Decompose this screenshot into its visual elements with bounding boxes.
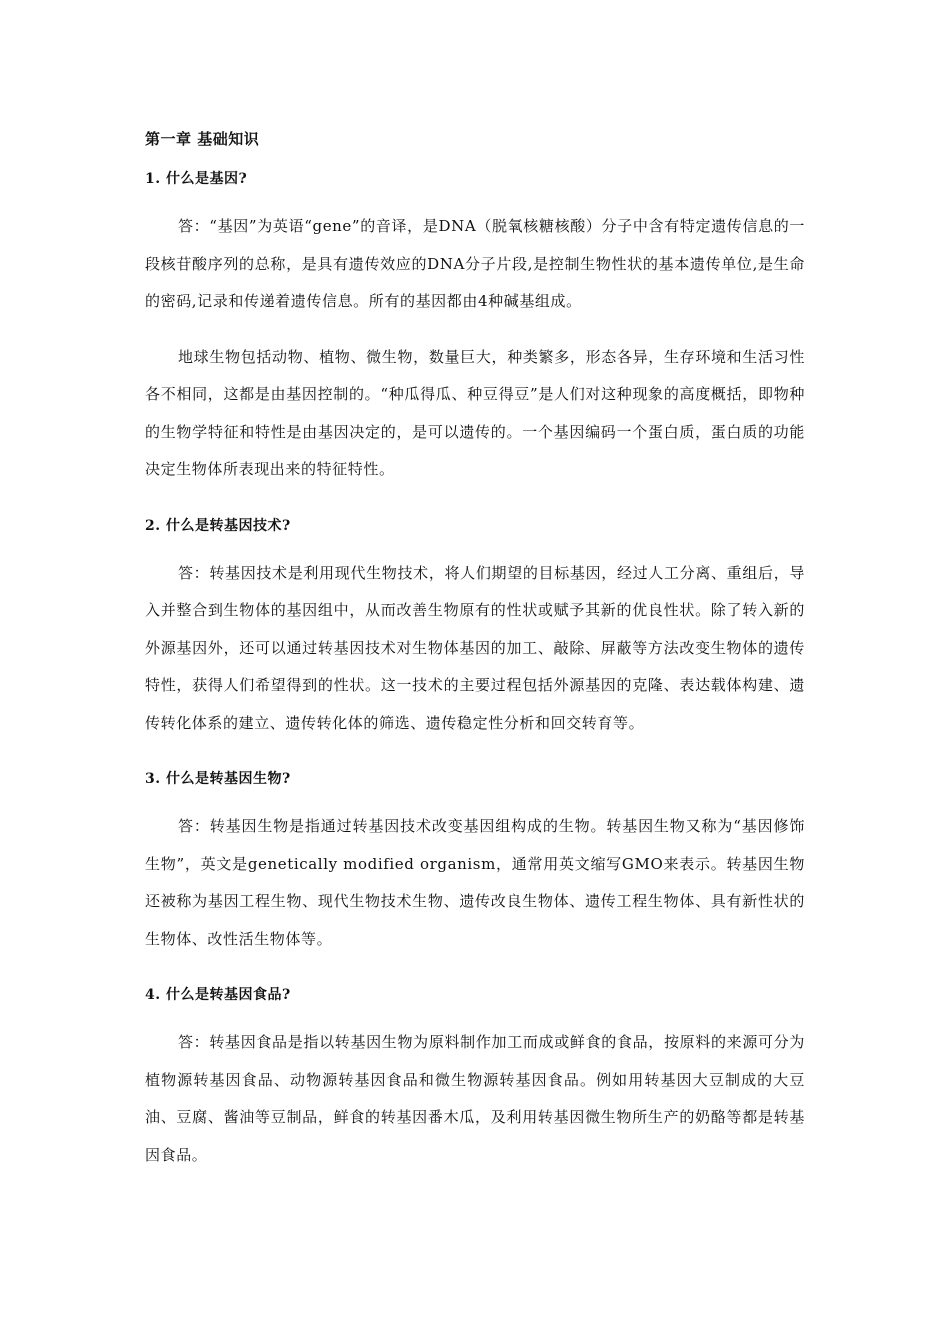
chapter-title: 第一章 基础知识 — [145, 130, 260, 148]
question-heading-3: 3. 什么是转基因生物? — [145, 771, 291, 787]
question-heading-1: 1. 什么是基因? — [145, 171, 248, 187]
answer-paragraph: 答：“基因”为英语“gene”的音译，是DNA（脱氧核糖核酸）分子中含有特定遗传信息的一段核苷酸序列的总称，是具有遗传效应的DNA分子片段,是控制生物性状的基本遗传单位,是生命的密码,记录和传递着遗传信息。所有的基因都由4种碱基组成。 — [145, 217, 805, 310]
document-body — [145, 124, 805, 1192]
question-heading-4: 4. 什么是转基因食品? — [145, 987, 291, 1003]
question-heading-2: 2. 什么是转基因技术? — [145, 517, 291, 534]
body-paragraph: 地球生物包括动物、植物、微生物，数量巨大，种类繁多，形态各异，生存环境和生活习性各不相同，这都是由基因控制的。“种瓜得瓜、种豆得豆”是人们对这种现象的高度概括，即物种的生物学特征和特性是由基因决定的，是可以遗传的。一个基因编码一个蛋白质，蛋白质的功能决定生物体所表现出来的特征特性。 — [145, 347, 805, 478]
answer-paragraph: 答：转基因生物是指通过转基因技术改变基因组构成的生物。转基因生物又称为“基因修饰生物”，英文是genetically modified organism，通常用英文缩写GMO来表示。转基因生物还被称为基因工程生物、现代生物技术生物、遗传改良生物体、遗传工程生物体、具有新性状的生物体、改性活生物体等。 — [145, 817, 805, 948]
answer-paragraph: 答：转基因技术是利用现代生物技术，将人们期望的目标基因，经过人工分离、重组后，导入并整合到生物体的基因组中，从而改善生物原有的性状或赋予其新的优良性状。除了转入新的外源基因外，还可以通过转基因技术对生物体基因的加工、敲除、屏蔽等方法改变生物体的遗传特性，获得人们希望得到的性状。这一技术的主要过程包括外源基因的克隆、表达载体构建、遗传转化体系的建立、遗传转化体的筛选、遗传稳定性分析和回交转育等。 — [145, 563, 805, 732]
answer-paragraph: 答：转基因食品是指以转基因生物为原料制作加工而成或鲜食的食品，按原料的来源可分为植物源转基因食品、动物源转基因食品和微生物源转基因食品。例如用转基因大豆制成的大豆油、豆腐、酱油等豆制品，鲜食的转基因番木瓜，及利用转基因微生物所生产的奶酪等都是转基因食品。 — [145, 1033, 805, 1164]
